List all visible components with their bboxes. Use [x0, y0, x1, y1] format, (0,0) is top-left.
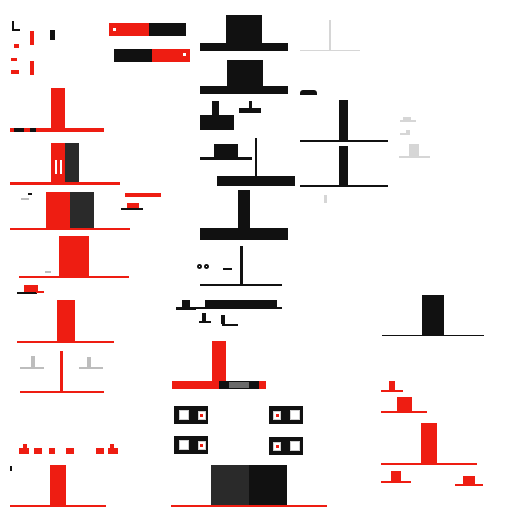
peg-icon — [11, 70, 19, 74]
peg-icon — [14, 44, 19, 48]
marker-icon — [12, 29, 20, 31]
peg-icon — [11, 58, 17, 61]
peg-icon — [30, 61, 34, 75]
peg-icon — [30, 31, 34, 45]
peg-icon — [50, 30, 55, 40]
